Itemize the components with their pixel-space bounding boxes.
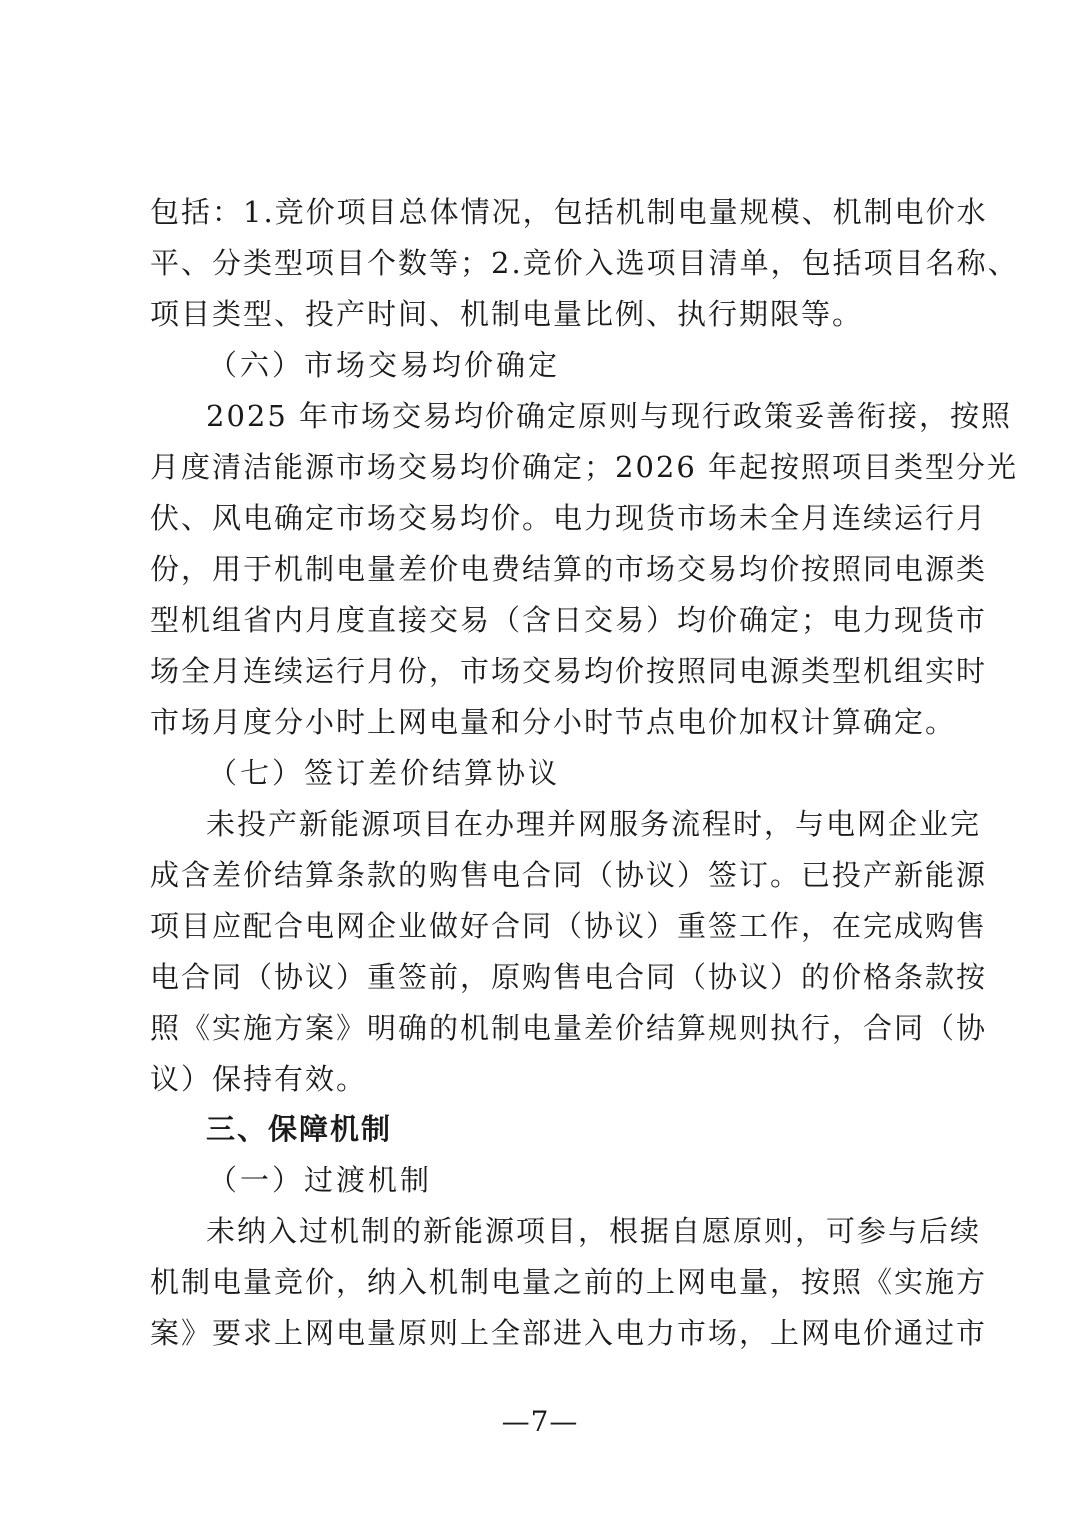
body-line: 场全月连续运行月份，市场交易均价按照同电源类型机组实时 — [150, 654, 988, 688]
body-line: 平、分类型项目个数等；2.竞价入选项目清单，包括项目名称、 — [150, 246, 1019, 280]
body-line: 电合同（协议）重签前，原购售电合同（协议）的价格条款按 — [150, 960, 988, 994]
body-line: 议）保持有效。 — [150, 1062, 368, 1096]
section-heading: 三、保障机制 — [206, 1112, 393, 1146]
body-line: 伏、风电确定市场交易均价。电力现货市场未全月连续运行月 — [150, 501, 988, 535]
body-line: 2025 年市场交易均价确定原则与现行政策妥善衔接，按照 — [206, 399, 1013, 433]
body-line: 型机组省内月度直接交易（含日交易）均价确定；电力现货市 — [150, 603, 988, 637]
body-line: 项目类型、投产时间、机制电量比例、执行期限等。 — [150, 297, 864, 331]
body-line: 月度清洁能源市场交易均价确定；2026 年起按照项目类型分光 — [150, 450, 1019, 484]
body-line: 包括：1.竞价项目总体情况，包括机制电量规模、机制电价水 — [150, 195, 988, 229]
body-line: 照《实施方案》明确的机制电量差价结算规则执行，合同（协 — [150, 1011, 988, 1045]
section-subheading: （六）市场交易均价确定 — [208, 348, 561, 382]
body-line: 市场月度分小时上网电量和分小时节点电价加权计算确定。 — [150, 705, 957, 739]
body-line: 份，用于机制电量差价电费结算的市场交易均价按照同电源类 — [150, 552, 988, 586]
body-line: 成含差价结算条款的购售电合同（协议）签订。已投产新能源 — [150, 858, 988, 892]
body-line: 机制电量竞价，纳入机制电量之前的上网电量，按照《实施方 — [150, 1265, 988, 1299]
page-number: —7— — [501, 1405, 579, 1438]
body-line: 未纳入过机制的新能源项目，根据自愿原则，可参与后续 — [206, 1214, 982, 1248]
section-subheading: （七）签订差价结算协议 — [208, 756, 561, 790]
section-subheading: （一）过渡机制 — [208, 1163, 433, 1197]
body-line: 项目应配合电网企业做好合同（协议）重签工作，在完成购售 — [150, 909, 988, 943]
body-line: 未投产新能源项目在办理并网服务流程时，与电网企业完 — [206, 807, 982, 841]
body-line: 案》要求上网电量原则上全部进入电力市场，上网电价通过市 — [150, 1316, 988, 1350]
